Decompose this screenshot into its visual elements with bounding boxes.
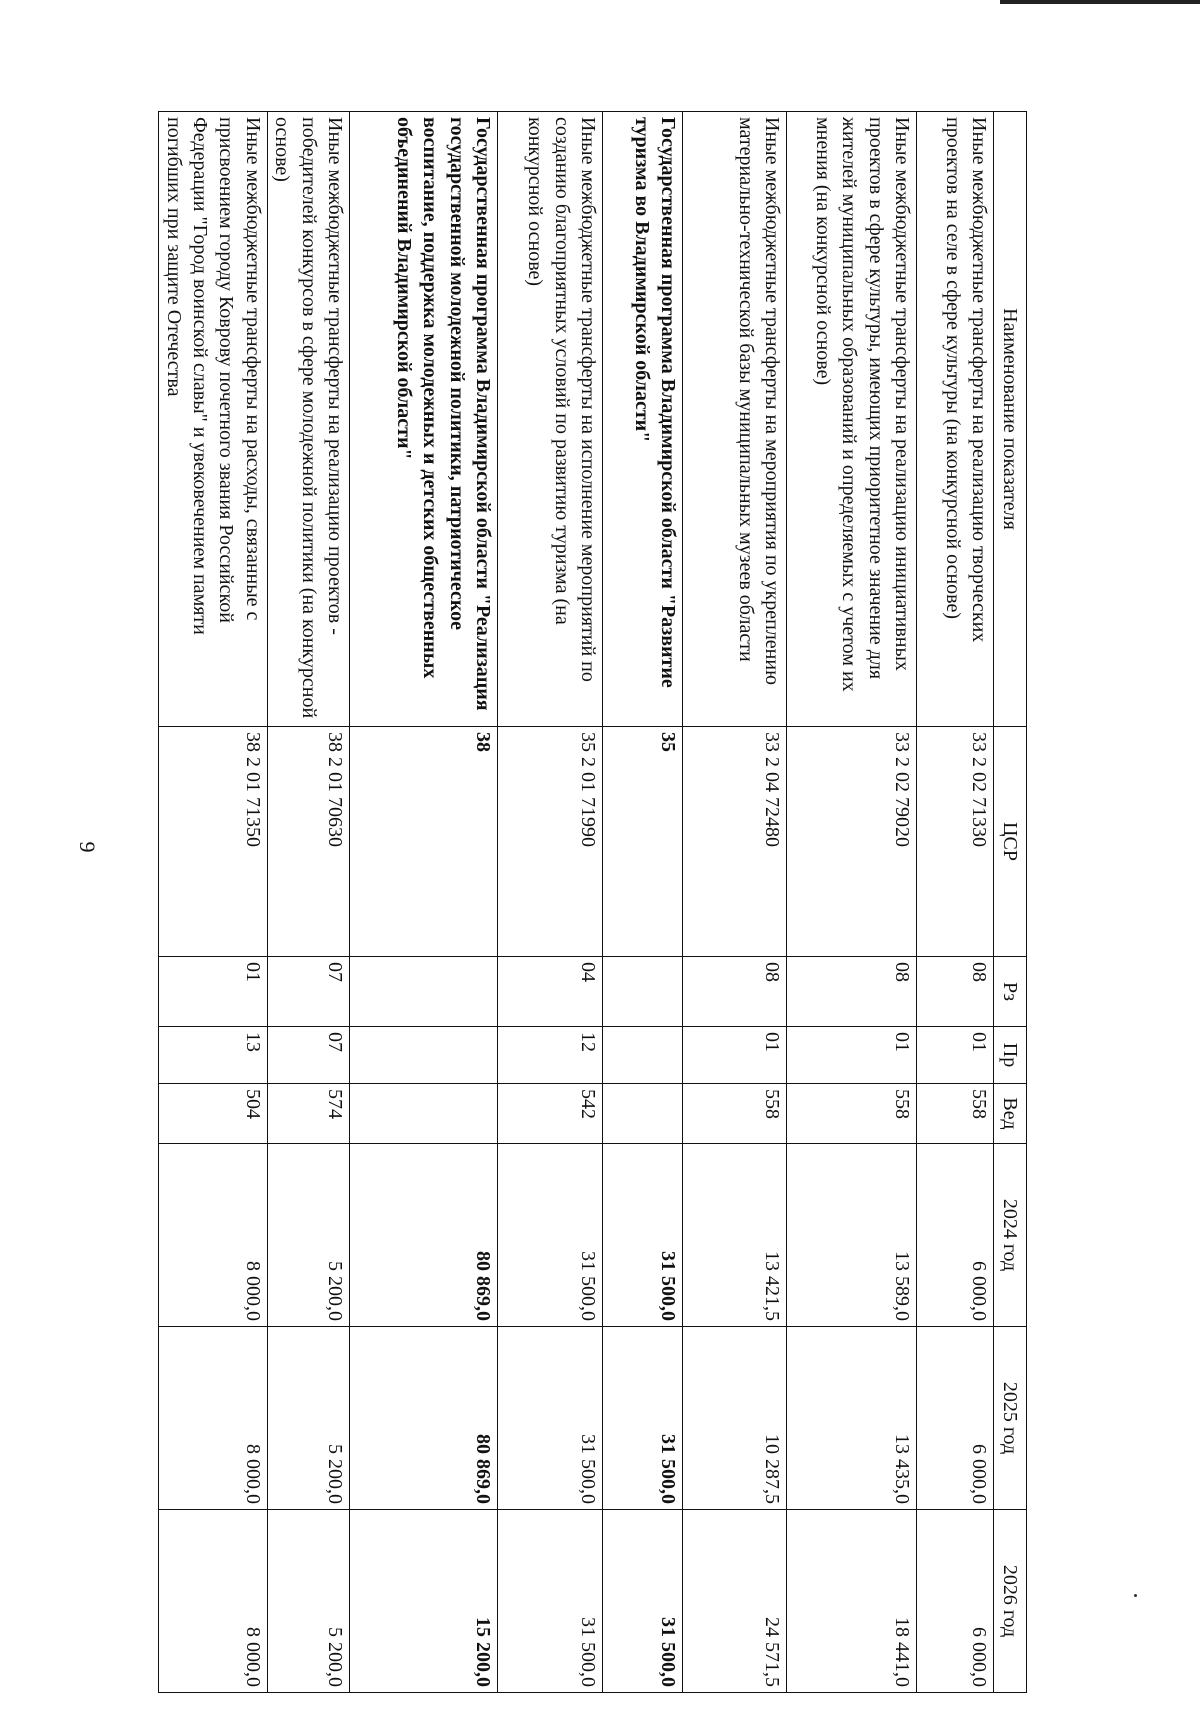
header-ved: Вед: [994, 1084, 1027, 1144]
row-2026: 31 500,0: [603, 1510, 683, 1693]
page-number: 9: [75, 841, 100, 853]
header-2025: 2025 год: [994, 1327, 1027, 1510]
row-2024: 13 421,5: [683, 1144, 787, 1327]
header-2026: 2026 год: [994, 1510, 1027, 1693]
budget-table: [158, 111, 1027, 1693]
row-2025: 13 435,0: [787, 1327, 917, 1510]
row-pr: 01: [683, 1027, 787, 1084]
table-row: [787, 112, 917, 1693]
row-ved: [603, 1084, 683, 1144]
row-2024: 8 000,0: [159, 1144, 268, 1327]
row-2025: 5 200,0: [267, 1327, 349, 1510]
row-2024: 6 000,0: [917, 1144, 994, 1327]
table-row: [350, 112, 498, 1693]
row-csr: 38 2 01 71350: [159, 727, 268, 957]
row-2025: 31 500,0: [603, 1327, 683, 1510]
rotated-budget-table: [162, 111, 1027, 1693]
row-2026: 5 200,0: [267, 1510, 349, 1693]
row-ved: 542: [498, 1084, 603, 1144]
row-rz: [350, 957, 498, 1027]
row-pr: 01: [787, 1027, 917, 1084]
row-2024: 13 589,0: [787, 1144, 917, 1327]
header-2024: 2024 год: [994, 1144, 1027, 1327]
row-pr: [603, 1027, 683, 1084]
row-ved: 558: [683, 1084, 787, 1144]
scan-speck: [1134, 1594, 1137, 1597]
row-ved: 558: [787, 1084, 917, 1144]
row-name: Иные межбюджетные трансферты на реализацию творческих проектов на селе в сфере культуры (на конкурсной основе): [917, 112, 994, 727]
row-ved: 574: [267, 1084, 349, 1144]
row-rz: 08: [683, 957, 787, 1027]
row-2025: 8 000,0: [159, 1327, 268, 1510]
row-pr: 01: [917, 1027, 994, 1084]
header-name: Наименование показателя: [994, 112, 1027, 727]
row-2026: 6 000,0: [917, 1510, 994, 1693]
row-name: Иные межбюджетные трансферты на расходы, связанные с присвоением городу Коврову почетного звания Российской Федерации "Город воинской славы" и увековечением памяти погибших при защите Отечества: [159, 112, 268, 727]
row-csr: 38: [350, 727, 498, 957]
row-csr: 33 2 02 71330: [917, 727, 994, 957]
row-pr: 12: [498, 1027, 603, 1084]
row-ved: [350, 1084, 498, 1144]
row-2025: 6 000,0: [917, 1327, 994, 1510]
table-row: [159, 112, 268, 1693]
table-row: [498, 112, 603, 1693]
row-csr: 38 2 01 70630: [267, 727, 349, 957]
header-pr: Пр: [994, 1027, 1027, 1084]
header-row: [994, 112, 1027, 1693]
row-name: Государственная программа Владимирской области "Развитие туризма во Владимирской области": [603, 112, 683, 727]
row-2025: 80 869,0: [350, 1327, 498, 1510]
header-rz: Рз: [994, 957, 1027, 1027]
row-csr: 35: [603, 727, 683, 957]
row-name: Государственная программа Владимирской области "Реализация государственной молодежной политики, патриотическое воспитание, поддержка молодежных и детских общественных объединений Владимирской области": [350, 112, 498, 727]
row-name: Иные межбюджетные трансферты на реализацию проектов - победителей конкурсов в сфере молодежной политики (на конкурсной основе): [267, 112, 349, 727]
row-pr: 13: [159, 1027, 268, 1084]
table-row: [603, 112, 683, 1693]
row-rz: 07: [267, 957, 349, 1027]
row-pr: [350, 1027, 498, 1084]
row-rz: 04: [498, 957, 603, 1027]
row-csr: 33 2 04 72480: [683, 727, 787, 957]
row-rz: 08: [917, 957, 994, 1027]
row-ved: 558: [917, 1084, 994, 1144]
row-2026: 24 571,5: [683, 1510, 787, 1693]
row-2024: 80 869,0: [350, 1144, 498, 1327]
row-2025: 10 287,5: [683, 1327, 787, 1510]
row-name: Иные межбюджетные трансферты на мероприятия по укреплению материально-технической базы муниципальных музеев области: [683, 112, 787, 727]
row-name: Иные межбюджетные трансферты на исполнение мероприятий по созданию благоприятных условий по развитию туризма (на конкурсной основе): [498, 112, 603, 727]
row-2026: 31 500,0: [498, 1510, 603, 1693]
row-pr: 07: [267, 1027, 349, 1084]
row-rz: 08: [787, 957, 917, 1027]
row-2026: 8 000,0: [159, 1510, 268, 1693]
row-csr: 35 2 01 71990: [498, 727, 603, 957]
row-rz: [603, 957, 683, 1027]
row-2024: 5 200,0: [267, 1144, 349, 1327]
header-csr: ЦСР: [994, 727, 1027, 957]
row-name: Иные межбюджетные трансферты на реализацию инициативных проектов в сфере культуры, имеющих приоритетное значение для жителей муниципальных образований и определяемых с учетом их мнения (на конкурсной основе): [787, 112, 917, 727]
row-2026: 18 441,0: [787, 1510, 917, 1693]
table-row: [917, 112, 994, 1693]
row-csr: 33 2 02 79020: [787, 727, 917, 957]
table-row: [683, 112, 787, 1693]
row-2024: 31 500,0: [498, 1144, 603, 1327]
row-2026: 15 200,0: [350, 1510, 498, 1693]
row-ved: 504: [159, 1084, 268, 1144]
row-rz: 01: [159, 957, 268, 1027]
row-2025: 31 500,0: [498, 1327, 603, 1510]
scan-edge-line: [1000, 0, 1200, 4]
row-2024: 31 500,0: [603, 1144, 683, 1327]
table-row: [267, 112, 349, 1693]
